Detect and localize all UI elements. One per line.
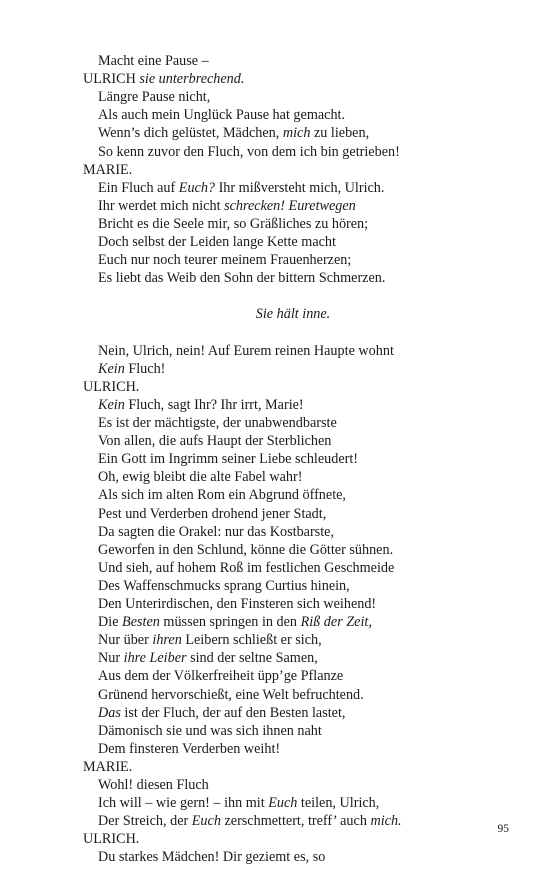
line-text: Leibern schließt er sich, — [181, 632, 322, 649]
verse-line — [98, 106, 345, 124]
line-text: Dem finsteren Verderben weiht! — [98, 740, 281, 757]
emphasis-text: Besten — [122, 614, 160, 631]
verse-line — [98, 342, 394, 360]
line-text: Die — [98, 614, 123, 631]
line-text: Des Waffenschmucks sprang Curtius hinein, — [98, 577, 350, 594]
line-text: ULRICH. — [83, 831, 140, 848]
line-text: Der Streich, der — [98, 813, 192, 830]
line-text: Fluch, sagt Ihr? Ihr irrt, Marie! — [124, 396, 304, 413]
verse-line — [98, 722, 322, 740]
verse-line — [98, 233, 336, 251]
verse-line — [98, 468, 302, 486]
line-text: Von allen, die aufs Haupt der Sterblichen — [98, 433, 332, 450]
speaker-line — [83, 758, 132, 776]
line-text: Grünend hervorschießt, eine Welt befruchtend. — [98, 686, 364, 703]
line-text: Geworfen in den Schlund, könne die Götter sühnen. — [98, 541, 394, 558]
verse-line — [98, 631, 322, 649]
line-text: Ihr werdet mich nicht — [98, 197, 225, 214]
verse-line — [98, 88, 210, 106]
line-text: teilen, Ulrich, — [297, 795, 380, 812]
emphasis-text: ihre Leiber — [123, 650, 187, 667]
emphasis-text: Das — [98, 704, 121, 721]
line-text: zu lieben, — [310, 125, 370, 142]
verse-line — [98, 649, 318, 667]
line-text: Es liebt das Weib den Sohn der bittern Schmerzen. — [98, 270, 386, 287]
line-text: Nur über — [98, 632, 153, 649]
verse-line — [98, 251, 351, 269]
emphasis-text: mich. — [370, 813, 402, 830]
emphasis-text: Sie hält inne. — [255, 306, 331, 323]
verse-line — [98, 143, 400, 161]
line-text: Ihr mißversteht mich, Ulrich. — [215, 179, 385, 196]
line-text: Bricht es die Seele mir, so Gräßliches zu hören; — [98, 215, 369, 232]
verse-line — [98, 360, 165, 378]
verse-line — [98, 812, 402, 830]
emphasis-text: Riß der Zeit, — [300, 614, 372, 631]
verse-line — [98, 486, 346, 504]
line-text: Nein, Ulrich, nein! Auf Eurem reinen Haupte wohnt — [98, 342, 394, 359]
emphasis-text: Kein — [98, 396, 125, 413]
emphasis-text: Euch? — [178, 179, 216, 196]
line-text: Und sieh, auf hohem Roß im festlichen Geschmeide — [98, 559, 395, 576]
verse-line — [98, 432, 331, 450]
verse-line — [98, 52, 209, 70]
line-text: Den Unterirdischen, den Finsteren sich weihend! — [98, 596, 377, 612]
line-text: Fluch! — [124, 360, 166, 377]
verse-line — [98, 541, 393, 559]
page-number: 95 — [497, 823, 509, 835]
emphasis-text: schrecken! Euretwegen — [224, 197, 356, 214]
emphasis-text: Kein — [98, 360, 125, 377]
verse-line — [98, 667, 343, 685]
verse-line — [98, 396, 304, 414]
verse-line — [98, 450, 358, 468]
line-text: Längre Pause nicht, — [98, 89, 211, 106]
verse-line — [98, 505, 326, 523]
line-text: MARIE. — [83, 161, 133, 178]
speaker-line — [83, 161, 132, 179]
verse-line — [98, 848, 325, 866]
speaker-line — [83, 70, 244, 88]
line-text: Du starkes Mädchen! Dir geziemt es, so — [98, 849, 326, 866]
line-text: Ein Fluch auf — [98, 179, 179, 196]
line-text: Ich will – wie gern! – ihn mit — [98, 795, 269, 812]
verse-line — [98, 215, 368, 233]
verse-line — [98, 776, 209, 794]
verse-line — [98, 124, 369, 142]
emphasis-text: ihren — [152, 632, 182, 649]
line-text: ULRICH. — [83, 378, 140, 395]
verse-line — [98, 269, 385, 287]
line-text: zerschmettert, treff’ auch — [220, 813, 371, 830]
line-text: ULRICH — [83, 71, 140, 88]
verse-line — [98, 613, 372, 631]
verse-line — [98, 704, 345, 722]
emphasis-text: sie unterbrechend. — [139, 71, 245, 88]
verse-line — [98, 197, 356, 215]
line-text: Als sich im alten Rom ein Abgrund öffnete, — [98, 487, 346, 504]
emphasis-text: Euch — [191, 813, 221, 830]
line-text: müssen springen in den — [159, 614, 301, 631]
stage-direction — [0, 305, 550, 323]
line-text: Macht eine Pause – — [98, 53, 209, 69]
verse-line — [98, 414, 337, 432]
speaker-line — [83, 378, 139, 396]
line-text: Nur — [98, 650, 124, 667]
line-text: Als auch mein Unglück Pause hat gemacht. — [98, 107, 346, 124]
emphasis-text: mich — [282, 125, 311, 142]
verse-line — [98, 179, 384, 197]
line-text: Pest und Verderben drohend jener Stadt, — [98, 505, 327, 522]
line-text: Wenn’s dich gelüstet, Mädchen, — [98, 125, 283, 142]
verse-line — [98, 595, 376, 613]
line-text: Doch selbst der Leiden lange Kette macht — [98, 234, 336, 250]
verse-line — [98, 686, 364, 704]
line-text: Dämonisch sie und was sich ihnen naht — [98, 722, 322, 739]
line-text: So kenn zuvor den Fluch, von dem ich bin getrieben! — [98, 143, 400, 160]
line-text: sind der seltne Samen, — [186, 650, 318, 667]
verse-line — [98, 794, 379, 812]
verse-line — [98, 740, 280, 758]
emphasis-text: Euch — [268, 795, 298, 812]
line-text: Euch nur noch teurer meinem Frauenherzen; — [98, 252, 352, 269]
verse-line — [98, 559, 394, 577]
speaker-line — [83, 830, 139, 848]
line-text: MARIE. — [83, 758, 133, 775]
verse-line — [98, 577, 350, 595]
line-text: Da sagten die Orakel: nur das Kostbarste, — [98, 523, 334, 540]
line-text: Ein Gott im Ingrimm seiner Liebe schleudert! — [98, 451, 359, 468]
verse-line — [98, 523, 334, 541]
line-text: Aus dem der Völkerfreiheit üpp’ge Pflanze — [98, 668, 344, 685]
line-text: Oh, ewig bleibt die alte Fabel wahr! — [98, 469, 303, 486]
line-text: Es ist der mächtigste, der unabwendbarste — [98, 415, 337, 431]
line-text: ist der Fluch, der auf den Besten lastet, — [120, 704, 346, 721]
line-text: Wohl! diesen Fluch — [98, 777, 209, 793]
